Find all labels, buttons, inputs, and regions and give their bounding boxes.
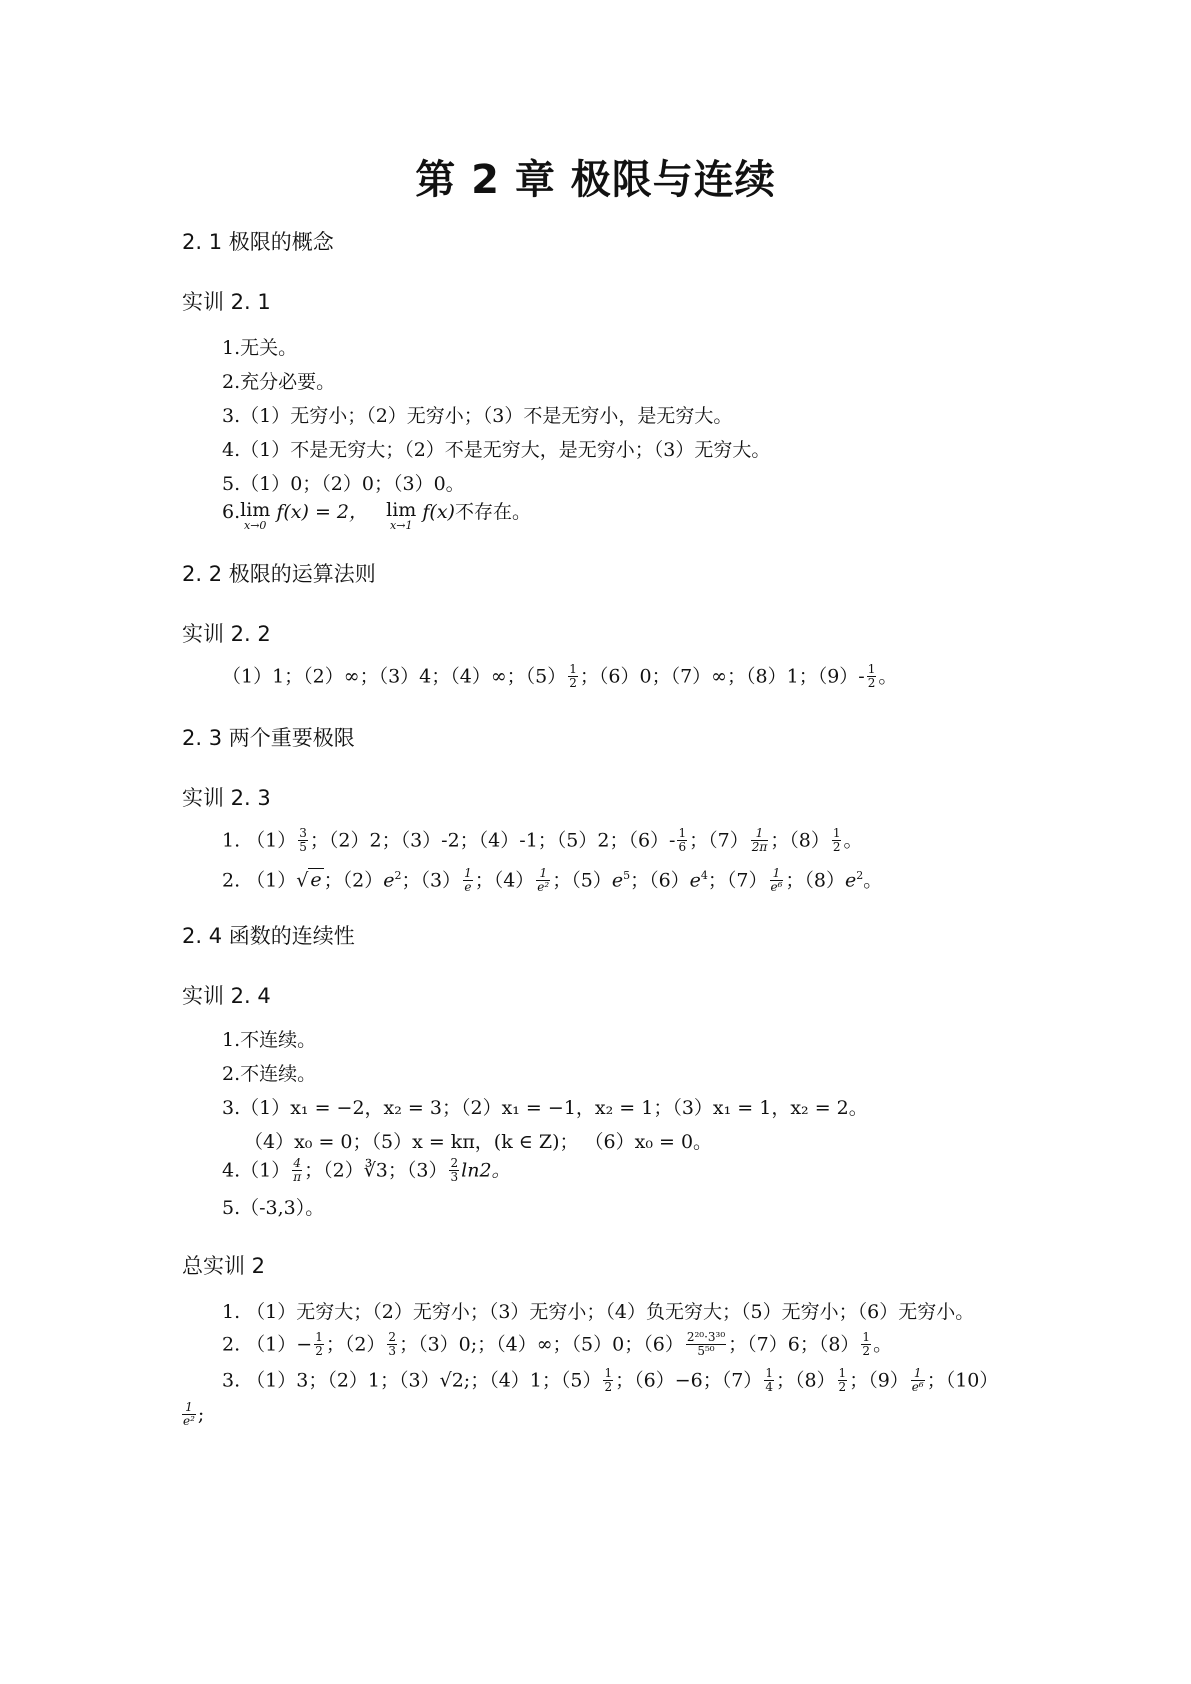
lim-text: lim — [386, 499, 417, 521]
answer-line — [222, 828, 862, 855]
exponent: 2 — [394, 869, 402, 882]
fraction — [568, 663, 578, 690]
denominator: e⁶ — [770, 879, 783, 894]
answer-line: 3.（1）x₁ = −2，x₂ = 3；（2）x₁ = −1，x₂ = 1；（3）x₁ = 1，x₂ = 2。 — [222, 1097, 868, 1119]
numerator: 1 — [838, 1366, 847, 1380]
text: ；（4） — [474, 869, 535, 892]
lim-subscript: x→0 — [244, 519, 267, 532]
fraction — [838, 1367, 848, 1394]
answer-line: （4）x₀ = 0；（5）x = kπ，(k ∈ Z)； （6）x₀ = 0。 — [244, 1131, 713, 1153]
answer-line-continuation — [180, 1402, 204, 1429]
denominator: 6 — [678, 840, 687, 854]
text: ；（7）6；（8） — [728, 1333, 860, 1356]
text: ；（6）0；（7）∞；（8）1；（9）- — [579, 665, 865, 688]
text: ；（3） — [401, 869, 462, 892]
answer-line: 5.（1）0；（2）0；（3）0。 — [222, 473, 465, 495]
math: e — [383, 869, 395, 892]
section-heading-2-4: 2. 4 函数的连续性 — [182, 924, 355, 948]
numerator: 1 — [536, 867, 550, 881]
answer-line: 2.充分必要。 — [222, 371, 336, 393]
denominator: 2π — [751, 840, 768, 854]
text: ; — [197, 1403, 205, 1426]
text: 。 — [863, 869, 883, 892]
denominator: e² — [183, 1414, 195, 1428]
text: ；（6）−6；（7） — [615, 1369, 763, 1392]
denominator: 2 — [867, 676, 876, 690]
answer-line — [222, 1368, 998, 1395]
prefix: 6. — [222, 501, 241, 523]
answer-line — [222, 864, 882, 895]
practice-heading-total-2: 总实训 2 — [182, 1254, 266, 1278]
exponent: 4 — [700, 869, 708, 882]
fraction — [536, 867, 550, 894]
limit-function: f(x) — [422, 501, 455, 523]
answer-line: 1. （1）无穷大；（2）无穷小；（3）无穷小；（4）负无穷大；（5）无穷小；（6）无穷小。 — [222, 1301, 975, 1323]
lim-text: lim — [240, 499, 271, 521]
fraction — [751, 827, 769, 854]
text: ；（7） — [707, 869, 768, 892]
denominator: π — [293, 1170, 302, 1184]
denominator: 3 — [388, 1344, 397, 1358]
numerator: 2 — [388, 1330, 397, 1344]
numerator: 2 — [450, 1156, 459, 1170]
section-heading-2-3: 2. 3 两个重要极限 — [182, 726, 355, 750]
denominator: 2 — [832, 840, 841, 854]
section-heading-2-1: 2. 1 极限的概念 — [182, 230, 334, 254]
denominator: e² — [537, 879, 550, 894]
fraction — [677, 827, 687, 854]
answer-line: 3.（1）无穷小；（2）无穷小；（3）不是无穷小，是无穷大。 — [222, 405, 733, 427]
text: 。 — [878, 665, 898, 688]
limit-expression — [386, 500, 416, 532]
numerator: 1 — [182, 1401, 196, 1415]
answer-line — [222, 664, 897, 691]
fraction — [686, 1331, 726, 1358]
text: ；（2） — [325, 1333, 386, 1356]
answer-line: 4.（1）不是无穷大；（2）不是无穷大，是无穷小；（3）无穷大。 — [222, 439, 771, 461]
limit-tail: 不存在。 — [454, 501, 531, 523]
answer-line — [222, 1332, 892, 1359]
fraction — [867, 663, 877, 690]
fraction — [292, 1157, 302, 1184]
numerator: 1 — [604, 1366, 613, 1380]
numerator: 3 — [299, 826, 307, 840]
limit-value: f(x) = 2， — [276, 501, 369, 523]
math: ln2。 — [461, 1159, 511, 1182]
fraction — [832, 827, 842, 854]
fraction — [770, 867, 784, 894]
text: ；（2） — [323, 869, 384, 892]
math: e — [845, 869, 857, 892]
denominator: 5⁵⁰ — [697, 1344, 715, 1358]
text: ；（9） — [849, 1369, 909, 1392]
math: e — [611, 869, 624, 892]
text: 2. （1）− — [222, 1333, 313, 1356]
denominator: 2 — [604, 1380, 613, 1394]
answer-line — [222, 1158, 511, 1185]
fraction — [387, 1331, 397, 1358]
text: （1）1；（2）∞；（3）4；（4）∞；（5） — [222, 665, 567, 688]
denominator: 4 — [765, 1380, 773, 1394]
practice-heading-2-2: 实训 2. 2 — [182, 622, 271, 646]
fraction — [449, 1157, 459, 1184]
numerator: 1 — [678, 826, 687, 840]
numerator: 1 — [911, 1367, 925, 1381]
text: ；（10） — [926, 1369, 999, 1392]
numerator: 1 — [832, 826, 841, 840]
lim-subscript: x→1 — [390, 519, 413, 532]
fraction — [314, 1331, 324, 1358]
numerator: 1 — [862, 1330, 871, 1344]
denominator: 2 — [862, 1344, 871, 1358]
practice-heading-2-3: 实训 2. 3 — [182, 786, 271, 810]
chapter-title: 第 2 章 极限与连续 — [415, 157, 776, 203]
fraction — [298, 827, 308, 854]
text: 3. （1）3；（2）1；（3）√2;；（4）1；（5） — [222, 1369, 602, 1392]
fraction — [182, 1401, 196, 1428]
text: ；（2）∛3；（3） — [304, 1159, 448, 1182]
text: 1. （1） — [222, 829, 297, 852]
fraction — [861, 1331, 871, 1358]
denominator: 2 — [838, 1380, 847, 1394]
fraction — [463, 867, 473, 894]
exponent: 5 — [623, 869, 631, 882]
practice-heading-2-1: 实训 2. 1 — [182, 290, 271, 314]
answer-line: 1.无关。 — [222, 337, 298, 359]
numerator: 1 — [867, 662, 876, 676]
text: ；（8） — [770, 829, 830, 852]
numerator: 1 — [765, 1366, 773, 1380]
denominator: 5 — [299, 840, 307, 854]
denominator: 2 — [569, 676, 577, 690]
numerator: 2²⁰·3³⁰ — [686, 1330, 726, 1344]
denominator: 3 — [450, 1170, 459, 1184]
answer-line: 1.不连续。 — [222, 1029, 317, 1051]
text: 4.（1） — [222, 1159, 291, 1182]
numerator: 4 — [293, 1156, 301, 1170]
numerator: 1 — [464, 865, 472, 880]
answer-line: 5.（-3,3）。 — [222, 1197, 325, 1219]
text: 。 — [843, 829, 863, 852]
text: ；（7） — [689, 829, 749, 852]
math: e — [689, 869, 701, 892]
numerator: 1 — [315, 1330, 323, 1344]
answer-line: 2.不连续。 — [222, 1063, 317, 1085]
denominator: 2 — [315, 1344, 323, 1358]
fraction — [911, 1367, 925, 1394]
text: ；（3）0;；（4）∞；（5）0；（6） — [399, 1333, 684, 1356]
text: ；（2）2；（3）-2；（4）-1；（5）2；（6）- — [309, 829, 676, 852]
answer-line-limit — [222, 500, 531, 532]
fraction — [764, 1367, 774, 1394]
practice-heading-2-4: 实训 2. 4 — [182, 984, 271, 1008]
text: ；（5） — [552, 869, 612, 892]
math: e — [310, 869, 322, 892]
exponent: 2 — [856, 869, 864, 882]
numerator: 1 — [569, 662, 577, 676]
denominator: e — [464, 879, 472, 894]
fraction — [603, 1367, 613, 1394]
text: 2. （1）√ — [222, 869, 309, 892]
text: ；（6） — [630, 869, 690, 892]
limit-expression — [240, 500, 270, 532]
text: ；（8） — [785, 869, 846, 892]
text: 。 — [873, 1333, 893, 1356]
numerator: 1 — [770, 867, 784, 881]
text: ；（8） — [775, 1369, 836, 1392]
numerator: 1 — [751, 827, 769, 841]
section-heading-2-2: 2. 2 极限的运算法则 — [182, 562, 376, 586]
denominator: e⁶ — [911, 1380, 924, 1394]
